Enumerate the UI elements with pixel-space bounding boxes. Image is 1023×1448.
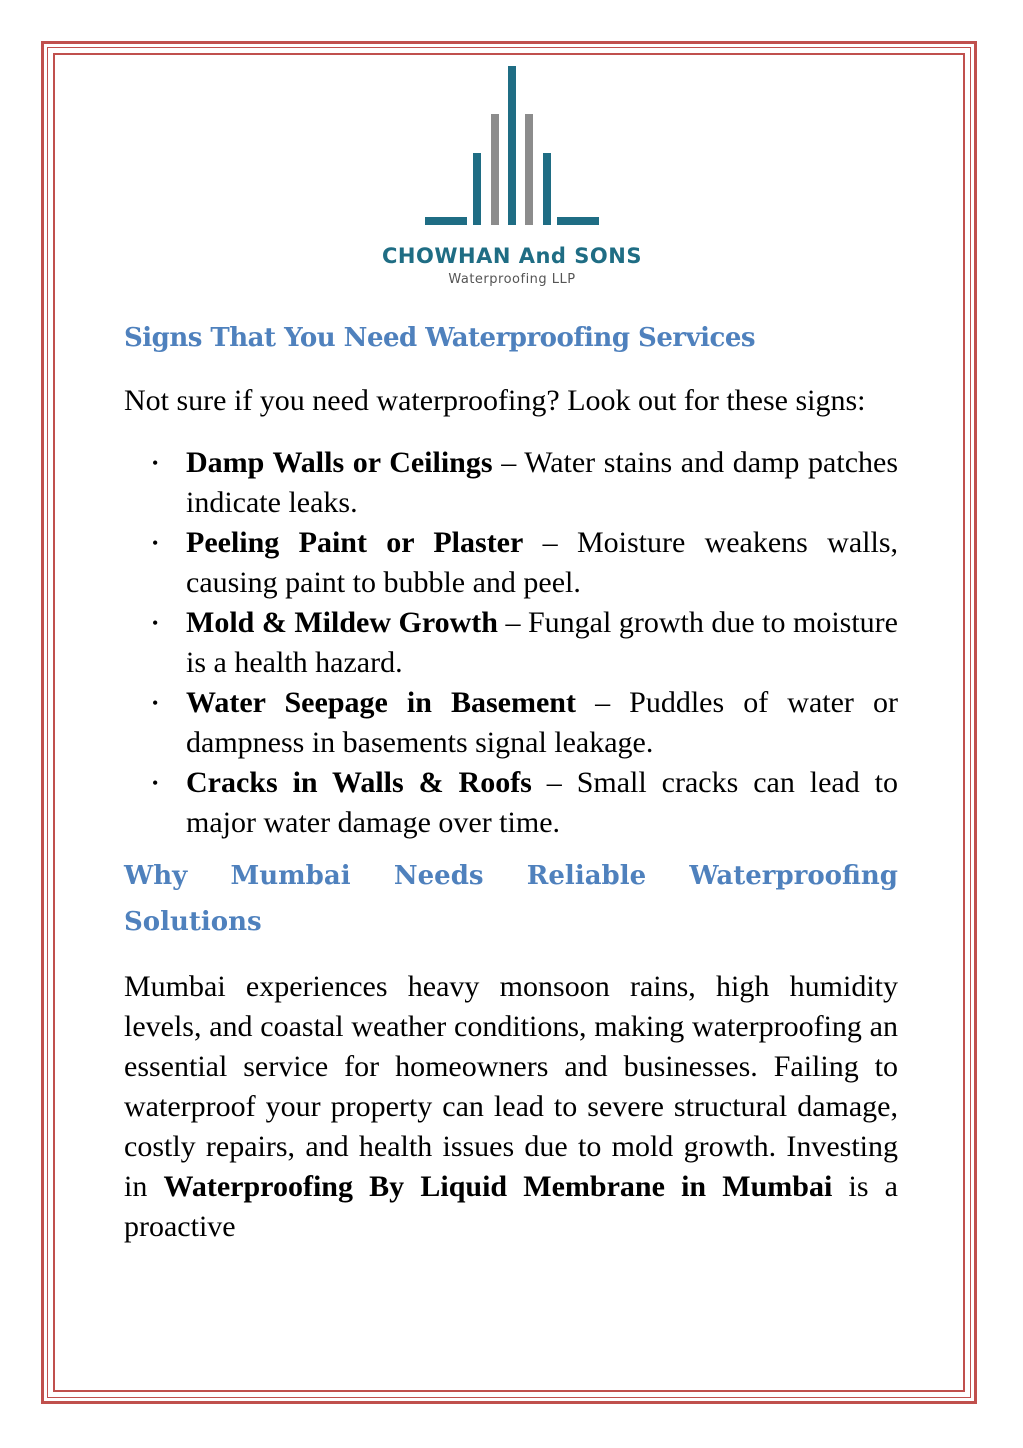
section-heading-mumbai: Why Mumbai Needs Reliable Waterproofing Solutions (124, 861, 898, 937)
section-heading-signs: Signs That You Need Waterproofing Services (124, 323, 756, 353)
signs-list (124, 443, 898, 843)
list-item (152, 443, 898, 523)
mumbai-paragraph (124, 967, 898, 1247)
list-item-title: Damp Walls or Ceilings (186, 446, 493, 479)
company-subtitle: Waterproofing LLP (448, 272, 576, 287)
list-item-text: – Small cracks can lead to major water damage over time. (186, 766, 898, 839)
building-logo-icon (362, 62, 662, 242)
list-item-title: Water Seepage in Basement (186, 686, 576, 719)
bullet-icon: • (152, 693, 159, 713)
bullet-icon: • (152, 453, 159, 473)
bullet-icon: • (152, 613, 159, 633)
list-item-text: – Fungal growth due to moisture is a health hazard. (186, 606, 898, 679)
list-item-title: Peeling Paint or Plaster (186, 526, 524, 559)
paragraph-text: Mumbai experiences heavy monsoon rains, high humidity levels, and coastal weather conditions, making waterproofing an essential service for homeowners and businesses. Failing to waterproof your property can lead to severe structural damage, costly repairs, and health issues due to mold growth. Investing in (124, 970, 898, 1203)
list-item-title: Mold & Mildew Growth (186, 606, 498, 639)
list-item-text: – Moisture weakens walls, causing paint to bubble and peel. (186, 526, 898, 599)
list-item (152, 683, 898, 763)
bullet-icon: • (152, 773, 159, 793)
intro-paragraph: Not sure if you need waterproofing? Look out for these signs: (124, 384, 866, 417)
paragraph-bold-text: Waterproofing By Liquid Membrane in Mumbai (163, 1170, 833, 1203)
document-body (124, 315, 898, 1247)
list-item-title: Cracks in Walls & Roofs (186, 766, 532, 799)
list-item-text: – Puddles of water or dampness in basements signal leakage. (186, 686, 898, 759)
list-item (152, 603, 898, 683)
company-name: CHOWHAN And SONS (382, 244, 642, 268)
list-item (152, 523, 898, 603)
company-logo (362, 62, 662, 292)
bullet-icon: • (152, 533, 159, 553)
paragraph-text-end: is a proactive (124, 1170, 898, 1243)
list-item (152, 763, 898, 843)
list-item-text: – Water stains and damp patches indicate leaks. (186, 446, 898, 519)
